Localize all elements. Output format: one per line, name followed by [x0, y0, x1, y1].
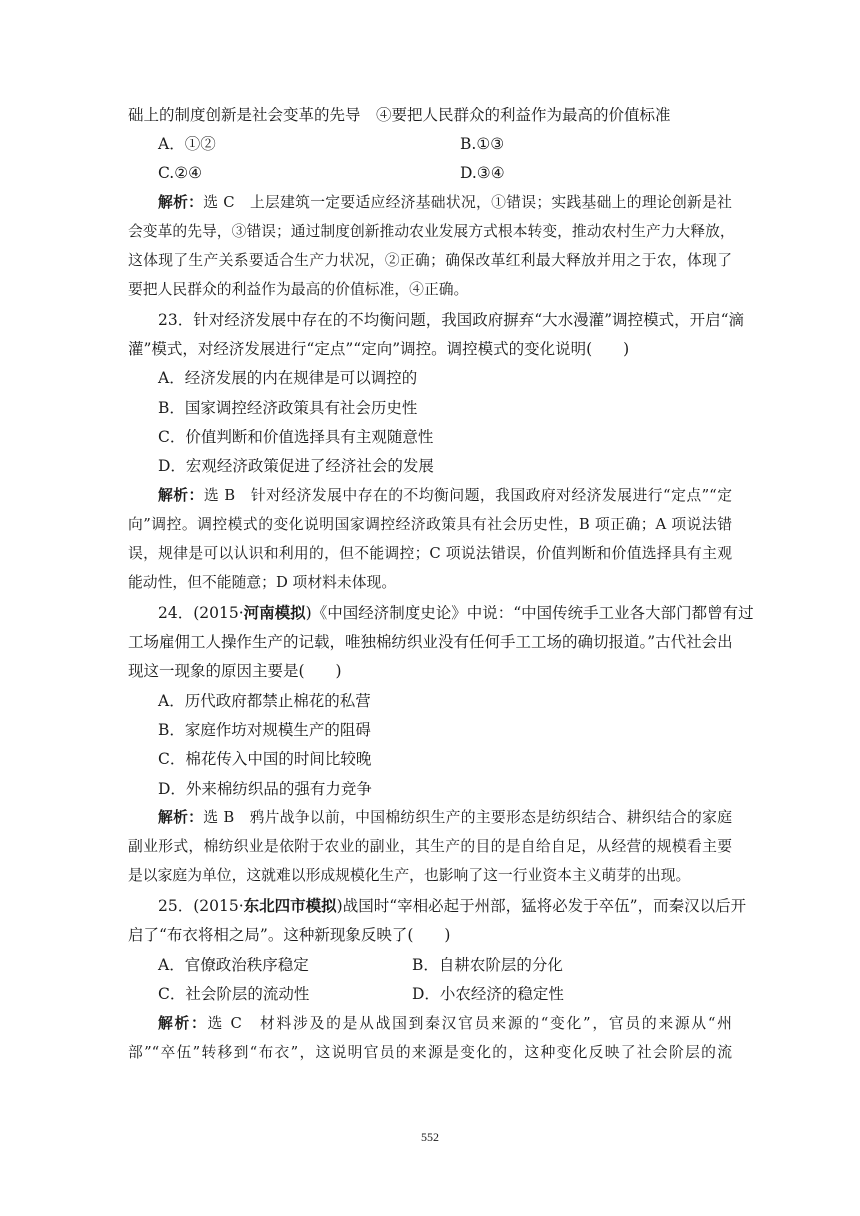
- q22-option-c: C.②④: [158, 164, 203, 182]
- q24-stem-line-1: [158, 603, 754, 623]
- question-text: )《中国经济制度史论》中说：“中国传统手工业各大部门都曾有过: [305, 604, 754, 622]
- q23-analysis-line-1: [158, 486, 732, 506]
- q22-statement-continued: 础上的制度创新是社会变革的先导 ④要把人民群众的利益作为最高的价值标准: [128, 106, 671, 124]
- question-number: 24．(2015·: [158, 604, 244, 622]
- q24-analysis-line-1: [158, 808, 732, 828]
- analysis-label: 解析：: [158, 194, 204, 211]
- question-source: 东北四市模拟: [243, 896, 337, 915]
- q23-stem-line-1: 23．针对经济发展中存在的不均衡问题，我国政府摒弃“大水漫灌”调控模式，开启“滴: [158, 311, 744, 329]
- q23-stem-line-2: 灌”模式，对经济发展进行“定点”“定向”调控。调控模式的变化说明( ): [128, 340, 630, 358]
- q25-analysis-line-1: [158, 1014, 732, 1034]
- q25-option-b: B．自耕农阶层的分化: [412, 956, 563, 974]
- q25-option-c: C．社会阶层的流动性: [158, 985, 310, 1003]
- q24-option-a: A．历代政府都禁止棉花的私营: [158, 692, 371, 710]
- q24-stem-line-3: 现这一现象的原因主要是( ): [128, 662, 342, 680]
- analysis-label: 解析：: [158, 809, 204, 826]
- q24-stem-line-2: 工场雇佣工人操作生产的记载，唯独棉纺织业没有任何手工工场的确切报道。”古代社会出: [128, 633, 733, 651]
- q25-stem-line-2: 启了“布衣将相之局”。这种新现象反映了( ): [128, 926, 451, 944]
- question-text: )战国时“宰相必起于州部，猛将必发于卒伍”，而秦汉以后开: [336, 897, 747, 915]
- question-number: 25．(2015·: [158, 897, 244, 915]
- question-source: 河南模拟: [243, 603, 306, 622]
- q22-analysis-line-1: [158, 193, 732, 213]
- q22-analysis-line-2: 会变革的先导，③错误；通过制度创新推动农业发展方式根本转变，推动农村生产力大释放，: [128, 223, 735, 240]
- q24-analysis-line-2: 副业形式，棉纺织业是依附于农业的副业，其生产的目的是自给自足，从经营的规模看主要: [128, 838, 732, 855]
- q23-option-a: A．经济发展的内在规律是可以调控的: [158, 369, 418, 387]
- q25-stem-line-1: [158, 896, 747, 916]
- analysis-text: 选 C 材料涉及的是从战国到秦汉官员来源的“变化”，官员的来源从“州: [207, 1015, 732, 1032]
- analysis-label: 解析：: [158, 487, 204, 504]
- page-number: 552: [421, 1130, 439, 1144]
- q24-analysis-line-3: 是以家庭为单位，这就难以形成规模化生产，也影响了这一行业资本主义萌芽的出现。: [128, 867, 691, 884]
- analysis-text: 选 B 针对经济发展中存在的不均衡问题，我国政府对经济发展进行“定点”“定: [203, 487, 732, 504]
- q22-analysis-line-3: 这体现了生产关系要适合生产力状况，②正确；确保改革红利最大释放并用之于农，体现了: [128, 252, 732, 269]
- q23-analysis-line-4: 能动性，但不能随意；D 项材料未体现。: [128, 574, 397, 591]
- q23-analysis-line-2: 向”调控。调控模式的变化说明国家调控经济政策具有社会历史性，B 项正确；A 项说法错: [128, 516, 732, 533]
- q25-option-d: D．小农经济的稳定性: [412, 985, 564, 1003]
- q24-option-c: C．棉花传入中国的时间比较晚: [158, 750, 372, 768]
- analysis-text: 选 C 上层建筑一定要适应经济基础状况，①错误；实践基础上的理论创新是社: [203, 194, 732, 211]
- q24-option-b: B．家庭作坊对规模生产的阻碍: [158, 721, 371, 739]
- q22-option-b: B.①③: [460, 135, 505, 153]
- q24-option-d: D．外来棉纺织品的强有力竞争: [158, 780, 372, 798]
- q23-option-b: B．国家调控经济政策具有社会历史性: [158, 399, 418, 417]
- q25-analysis-line-2: 部”“卒伍”转移到“布衣”，这说明官员的来源是变化的，这种变化反映了社会阶层的流: [128, 1044, 732, 1061]
- q22-option-d: D.③④: [460, 164, 505, 182]
- analysis-text: 选 B 鸦片战争以前，中国棉纺织生产的主要形态是纺织结合、耕织结合的家庭: [203, 809, 732, 826]
- q23-option-d: D．宏观经济政策促进了经济社会的发展: [158, 457, 434, 475]
- q25-option-a: A．官僚政治秩序稳定: [158, 956, 309, 974]
- q23-analysis-line-3: 误，规律是可以认识和利用的，但不能调控；C 项说法错误，价值判断和价值选择具有主观: [128, 545, 732, 562]
- q22-option-a: A．①②: [158, 135, 216, 153]
- q22-analysis-line-4: 要把人民群众的利益作为最高的价值标准，④正确。: [128, 281, 469, 298]
- q23-option-c: C．价值判断和价值选择具有主观随意性: [158, 428, 434, 446]
- analysis-label: 解析：: [158, 1015, 208, 1032]
